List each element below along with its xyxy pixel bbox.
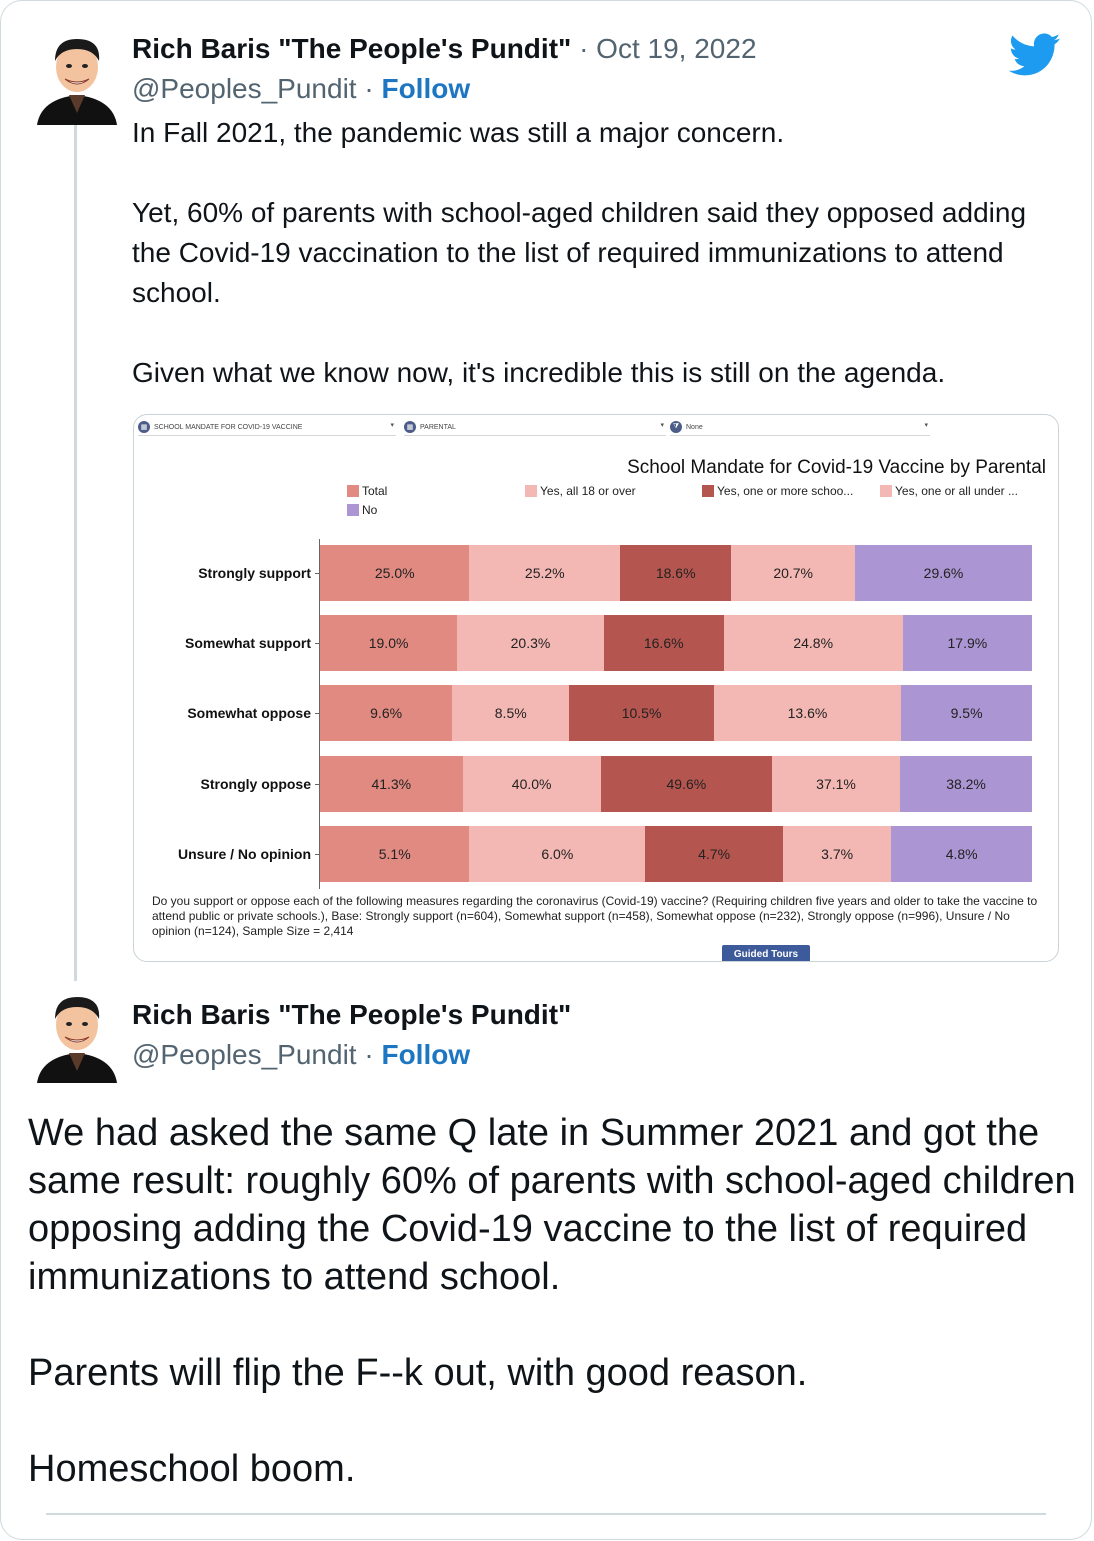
data-label: 16.6% — [643, 635, 684, 652]
bar-segment[interactable] — [601, 756, 772, 812]
axis-tick — [315, 573, 319, 574]
bar-segment[interactable] — [463, 756, 601, 812]
chevron-down-icon: ▾ — [924, 422, 928, 429]
tweet-body — [28, 1109, 1078, 1541]
data-label: 13.6% — [787, 705, 828, 722]
tweet-media-chart[interactable] — [133, 414, 1059, 962]
tweet-paragraph: In Fall 2021, the pandemic was still a major concern. — [132, 117, 785, 148]
author-avatar[interactable] — [31, 33, 123, 125]
twitter-bird-icon[interactable] — [1009, 33, 1061, 77]
bar-row — [320, 756, 1032, 812]
bar-row — [320, 826, 1032, 882]
tweet-paragraph: Given what we know now, it's incredible this is still on the agenda. — [132, 357, 946, 388]
legend-label: Yes, one or more schoo... — [717, 484, 854, 498]
axis-tick — [315, 854, 319, 855]
bar-row — [320, 685, 1032, 741]
data-label: 3.7% — [821, 845, 854, 862]
question-dropdown-value: SCHOOL MANDATE FOR COVID-19 VACCINE — [154, 423, 303, 431]
bar-segment[interactable] — [783, 826, 891, 882]
data-label: 18.6% — [655, 565, 696, 581]
legend-label: No — [362, 503, 378, 517]
bar-segment[interactable] — [891, 826, 1032, 882]
author-avatar[interactable] — [31, 991, 123, 1083]
bar-segment[interactable] — [320, 545, 469, 601]
handle-line — [132, 73, 470, 105]
category-label: Unsure / No opinion — [178, 845, 311, 862]
tweet-body — [132, 113, 1052, 433]
category-label: Strongly support — [198, 565, 311, 581]
data-label: 5.1% — [378, 845, 411, 862]
bar-row — [320, 545, 1032, 601]
chevron-down-icon: ▾ — [390, 422, 394, 429]
data-label: 9.6% — [370, 705, 403, 722]
tweet-paragraph: We had asked the same Q late in Summer 2021 and got the same result: roughly 60% of parents with school-aged children opposing adding the Covid-19 vaccine to the list of required immunizations to attend school. — [28, 1112, 1076, 1298]
data-label: 29.6% — [923, 565, 964, 581]
legend-item-yes-under — [880, 484, 1018, 498]
bar-segment[interactable] — [320, 615, 457, 671]
banner-dropdown-value: PARENTAL — [420, 423, 456, 431]
legend-swatch — [880, 485, 892, 497]
thread-connector-line — [74, 125, 77, 981]
filter-icon: ⧩ — [670, 421, 682, 433]
legend-swatch — [702, 485, 714, 497]
bar-segment[interactable] — [469, 826, 645, 882]
bar-segment[interactable] — [645, 826, 783, 882]
avatar-caricature-icon — [31, 991, 123, 1083]
data-label: 4.7% — [698, 845, 731, 862]
bar-segment[interactable] — [620, 545, 731, 601]
bar-segment[interactable] — [320, 826, 469, 882]
separator-dot: · — [364, 73, 374, 104]
data-label: 20.3% — [510, 635, 551, 652]
data-label: 25.2% — [524, 565, 565, 581]
bar-row — [320, 615, 1032, 671]
follow-button[interactable]: Follow — [381, 73, 471, 104]
guided-tours-button[interactable]: Guided Tours — [722, 945, 810, 962]
avatar-caricature-icon — [31, 33, 123, 125]
legend-swatch — [347, 504, 359, 516]
data-label: 17.9% — [947, 635, 988, 652]
grid-icon: ▦ — [404, 421, 416, 433]
filter-dropdown-value: None — [686, 423, 703, 431]
bar-segment[interactable] — [320, 685, 452, 741]
bar-segment[interactable] — [469, 545, 620, 601]
chart-footnote: Do you support or oppose each of the following measures regarding the coronavirus (Covid-19) vaccine? (Requiring children five years and older to take the vaccine to attend public or private schools.), Base: Strongly support (n=604), Somewhat support (n=458), Somewhat oppose (n=232), Strongly oppose (n=996), Unsure / No opinion (n=124), Sample Size = 2,414 — [152, 894, 1038, 938]
handle-line — [132, 1039, 470, 1071]
data-label: 19.0% — [368, 635, 409, 652]
legend-item-yes-all-18 — [525, 484, 636, 498]
legend-item-yes-school — [702, 484, 853, 498]
tweet-paragraph: Parents will flip the F--k out, with good reason. — [28, 1352, 808, 1394]
legend-label: Yes, one or all under ... — [895, 484, 1018, 498]
data-label: 10.5% — [621, 705, 662, 722]
data-label: 40.0% — [511, 775, 552, 792]
author-handle[interactable]: @Peoples_Pundit — [132, 73, 357, 104]
data-label: 37.1% — [816, 775, 856, 792]
category-label: Somewhat support — [184, 635, 311, 652]
legend-item-no — [347, 503, 377, 517]
bar-segment[interactable] — [452, 685, 569, 741]
legend-swatch — [347, 485, 359, 497]
legend-label: Total — [362, 484, 388, 498]
tweet-paragraph: Yet, 60% of parents with school-aged children said they opposed adding the Covid-19 vaccination to the list of required immunizations to attend school. — [132, 197, 1027, 308]
bar-segment[interactable] — [731, 545, 855, 601]
legend-label: Yes, all 18 or over — [540, 484, 636, 498]
bar-segment[interactable] — [903, 615, 1032, 671]
data-label: 6.0% — [541, 845, 574, 862]
separator-dot: · — [364, 1039, 374, 1070]
bar-segment[interactable] — [320, 756, 463, 812]
axis-tick — [315, 713, 319, 714]
data-label: 20.7% — [773, 565, 814, 581]
data-label: 4.8% — [945, 845, 978, 862]
banner-dropdown[interactable] — [404, 419, 666, 436]
bar-segment[interactable] — [714, 685, 901, 741]
author-name[interactable]: Rich Baris "The People's Pundit" — [132, 33, 572, 64]
bar-segment[interactable] — [772, 756, 900, 812]
axis-tick — [315, 643, 319, 644]
data-label: 41.3% — [371, 775, 412, 792]
data-label: 9.5% — [950, 705, 983, 722]
bar-segment[interactable] — [901, 685, 1032, 741]
follow-button[interactable]: Follow — [381, 1039, 471, 1070]
chart-title: School Mandate for Covid-19 Vaccine by Parental — [627, 457, 1046, 478]
tweet-date[interactable]: · Oct 19, 2022 — [579, 33, 757, 64]
bar-segment[interactable] — [457, 615, 604, 671]
data-label: 25.0% — [374, 565, 415, 581]
divider — [46, 1513, 1046, 1515]
legend-item-total — [347, 484, 387, 498]
data-label: 24.8% — [793, 635, 834, 652]
author-name[interactable]: Rich Baris "The People's Pundit" — [132, 999, 572, 1030]
data-label: 38.2% — [946, 775, 986, 792]
author-handle[interactable]: @Peoples_Pundit — [132, 1039, 357, 1070]
filter-dropdown[interactable] — [670, 419, 930, 436]
tweet-header — [132, 33, 757, 65]
data-label: 8.5% — [494, 705, 527, 722]
bar-segment[interactable] — [855, 545, 1032, 601]
category-label: Somewhat oppose — [187, 705, 311, 722]
axis-tick — [315, 784, 319, 785]
bar-segment[interactable] — [900, 756, 1032, 812]
tweet-paragraph: Homeschool boom. — [28, 1448, 356, 1490]
bar-segment[interactable] — [604, 615, 724, 671]
tweet-header — [132, 999, 571, 1031]
data-label: 49.6% — [666, 775, 707, 792]
category-label: Strongly oppose — [200, 775, 311, 792]
crosstab-toolbar — [134, 415, 1059, 439]
grid-icon: ▦ — [138, 421, 150, 433]
legend-swatch — [525, 485, 537, 497]
bar-segment[interactable] — [569, 685, 714, 741]
bar-segment[interactable] — [724, 615, 903, 671]
chevron-down-icon: ▾ — [660, 422, 664, 429]
question-dropdown[interactable] — [138, 419, 396, 436]
